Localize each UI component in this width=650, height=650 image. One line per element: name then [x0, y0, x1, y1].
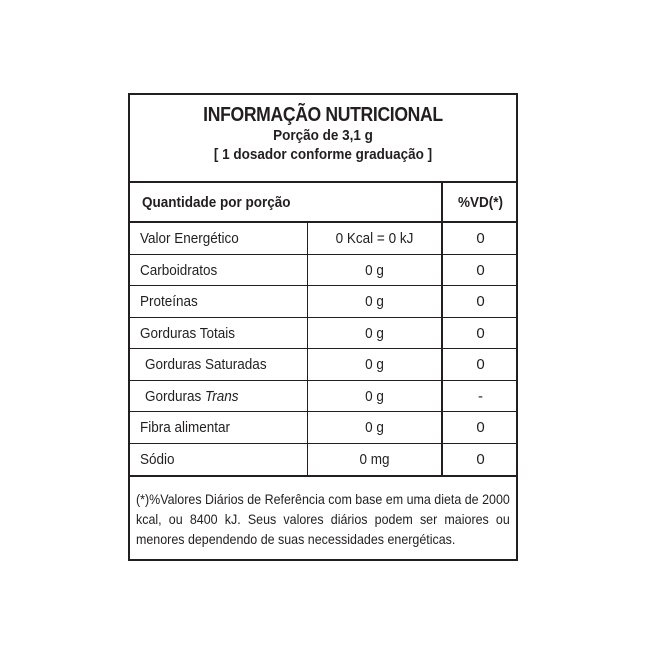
nutrient-amount: 0 g: [365, 387, 384, 405]
column-divider: [441, 223, 443, 475]
nutrient-amount: 0 g: [365, 419, 384, 436]
nutrient-name: Sódio: [140, 450, 175, 468]
nutrient-amount: 0 g: [365, 356, 384, 373]
portion-size: Porção de 3,1 g: [273, 127, 373, 144]
nutrient-name: Gorduras Totais: [140, 324, 236, 342]
nutrient-name: Fibra alimentar: [140, 419, 231, 436]
nutrient-vd: 0: [476, 356, 485, 373]
nutrient-vd: 0: [476, 293, 485, 310]
table-row: [130, 223, 516, 255]
daily-value-header: %VD(*): [457, 194, 503, 211]
table-row: [130, 444, 516, 476]
table-row: [130, 381, 516, 413]
nutrient-vd: -: [478, 387, 483, 405]
table-row: [130, 255, 516, 287]
column-divider: [307, 223, 308, 475]
column-divider: [441, 183, 443, 223]
nutrient-amount: 0 mg: [359, 450, 390, 468]
nutrient-vd: 0: [476, 230, 485, 247]
nutrient-name: Gorduras Saturadas: [145, 356, 267, 373]
nutrient-vd: 0: [476, 419, 485, 436]
nutrient-name: Valor Energético: [140, 230, 239, 247]
table-row: [130, 318, 516, 350]
column-header-row: [130, 183, 516, 223]
quantity-per-portion-header: Quantidade por porção: [142, 194, 291, 211]
footnote-section: [130, 475, 516, 561]
nutrient-name: Carboidratos: [140, 261, 218, 279]
nutrient-amount: 0 g: [365, 293, 384, 310]
nutrient-vd: 0: [476, 324, 485, 342]
footnote-text: (*)%Valores Diários de Referência com base em uma dieta de 2000 kcal, ou 8400 kJ. Seus valores diários podem ser maiores ou menores dependendo de suas necessidades energéticas.: [136, 491, 510, 547]
nutrient-amount: 0 g: [365, 324, 384, 342]
table-row: [130, 412, 516, 444]
table-header: [130, 95, 516, 183]
table-row: [130, 286, 516, 318]
nutrient-amount: 0 Kcal = 0 kJ: [335, 230, 414, 247]
portion-note: [ 1 dosador conforme graduação ]: [213, 146, 433, 163]
nutrient-vd: 0: [476, 450, 485, 468]
nutrient-name-italic: Trans: [205, 387, 239, 405]
nutrient-rows: [130, 223, 516, 475]
table-title: INFORMAÇÃO NUTRICIONAL: [203, 104, 443, 126]
nutrition-facts-table: [128, 93, 518, 561]
nutrient-amount: 0 g: [365, 261, 384, 279]
nutrient-name: [145, 381, 239, 412]
nutrient-name: Proteínas: [140, 293, 198, 310]
table-row: [130, 349, 516, 381]
nutrient-vd: 0: [476, 261, 485, 279]
nutrient-name-prefix: Gorduras: [145, 387, 206, 405]
